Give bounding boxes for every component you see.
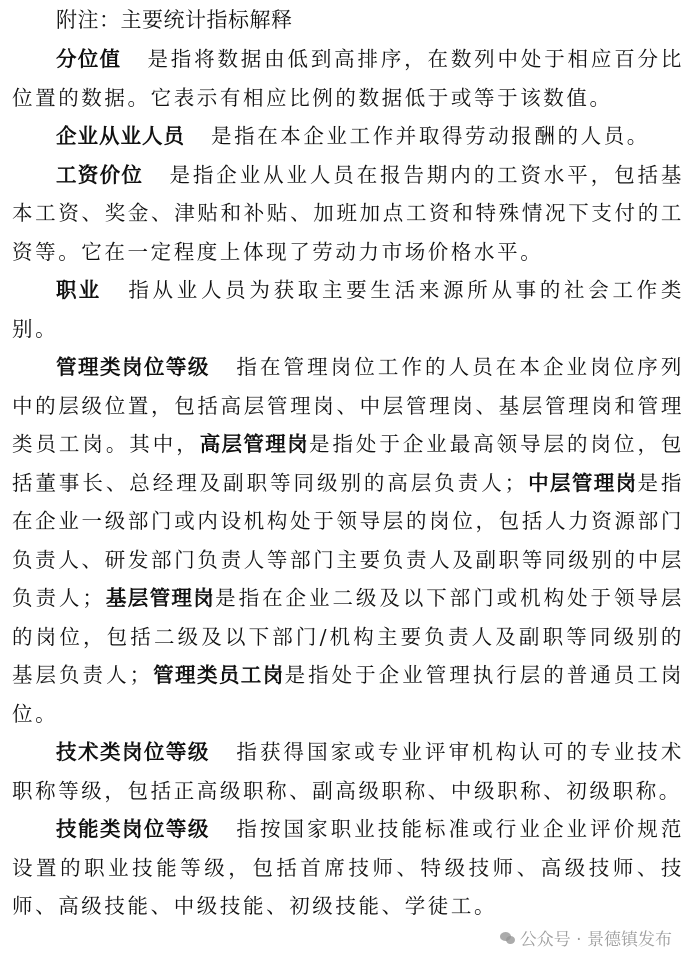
definition-technical-grade: [12, 733, 684, 810]
wechat-icon: [500, 931, 516, 945]
definition-text: 是指处于企业最高领导层的岗位，包括董事长、总经理及副职等同级别的高层负责人；: [12, 432, 684, 495]
term-label: 分位值: [56, 47, 122, 71]
definition-employees: [12, 117, 684, 156]
definition-management-grade: [12, 348, 684, 733]
definition-text: 指在管理岗位工作的人员在本企业岗位序列中的层级位置，包括高层管理岗、中层管理岗、基层管理岗和管理类员工岗。其中，: [12, 355, 684, 456]
term-label: 技能类岗位等级: [56, 817, 210, 841]
document-page: [12, 4, 684, 926]
definition-text: 是指在本企业工作并取得劳动报酬的人员。: [211, 124, 650, 148]
watermark-text: 公众号 · 景德镇发布: [519, 930, 672, 950]
term-label: 职业: [56, 278, 102, 302]
sub-term-junior-management: 基层管理岗: [105, 586, 216, 610]
sub-term-middle-management: 中层管理岗: [527, 470, 638, 495]
definition-text: 是指在企业二级及以下部门或机构处于领导层的岗位，包括二级及以下部门/机构主要负责人及副职等同级别的基层负责人；: [12, 586, 685, 687]
definition-text: 是指处于企业管理执行层的普通员工岗位。: [12, 663, 684, 726]
definition-text: 指按国家职业技能标准或行业企业评价规范设置的职业技能等级，包括首席技师、特级技师、高级技师、技师、高级技能、中级技能、初级技能、学徒工。: [12, 817, 684, 918]
sub-term-senior-management: 高层管理岗: [199, 432, 309, 456]
definition-text: 指获得国家或专业评审机构认可的专业技术职称等级，包括正高级职称、副高级职称、中级职称、初级职称。: [12, 740, 684, 803]
term-label: 管理类岗位等级: [56, 355, 210, 379]
definition-text: 是指在企业一级部门或内设机构处于领导层的岗位，包括人力资源部门负责人、研发部门负责人等部门主要负责人及副职等同级别的中层负责人；: [12, 470, 685, 610]
definition-wage-level: [12, 156, 684, 272]
definition-text: 是指将数据由低到高排序，在数列中处于相应百分比位置的数据。它表示有相应比例的数据低于或等于该数值。: [12, 47, 684, 110]
term-label: 企业从业人员: [56, 124, 185, 148]
term-label: 工资价位: [56, 162, 144, 187]
page-title: 附注：主要统计指标解释: [56, 8, 293, 32]
definition-occupation: [12, 271, 684, 348]
watermark: [498, 925, 674, 950]
definition-percentile: [12, 40, 684, 117]
definition-text: 是指企业从业人员在报告期内的工资水平，包括基本工资、奖金、津贴和补贴、加班加点工资和特殊情况下支付的工资等。它在一定程度上体现了劳动力市场价格水平。: [12, 162, 684, 264]
term-label: 技术类岗位等级: [56, 740, 210, 764]
definition-text: 指从业人员为获取主要生活来源所从事的社会工作类别。: [12, 278, 684, 341]
definition-skill-grade: [12, 810, 684, 926]
sub-term-management-staff: 管理类员工岗: [152, 663, 285, 687]
